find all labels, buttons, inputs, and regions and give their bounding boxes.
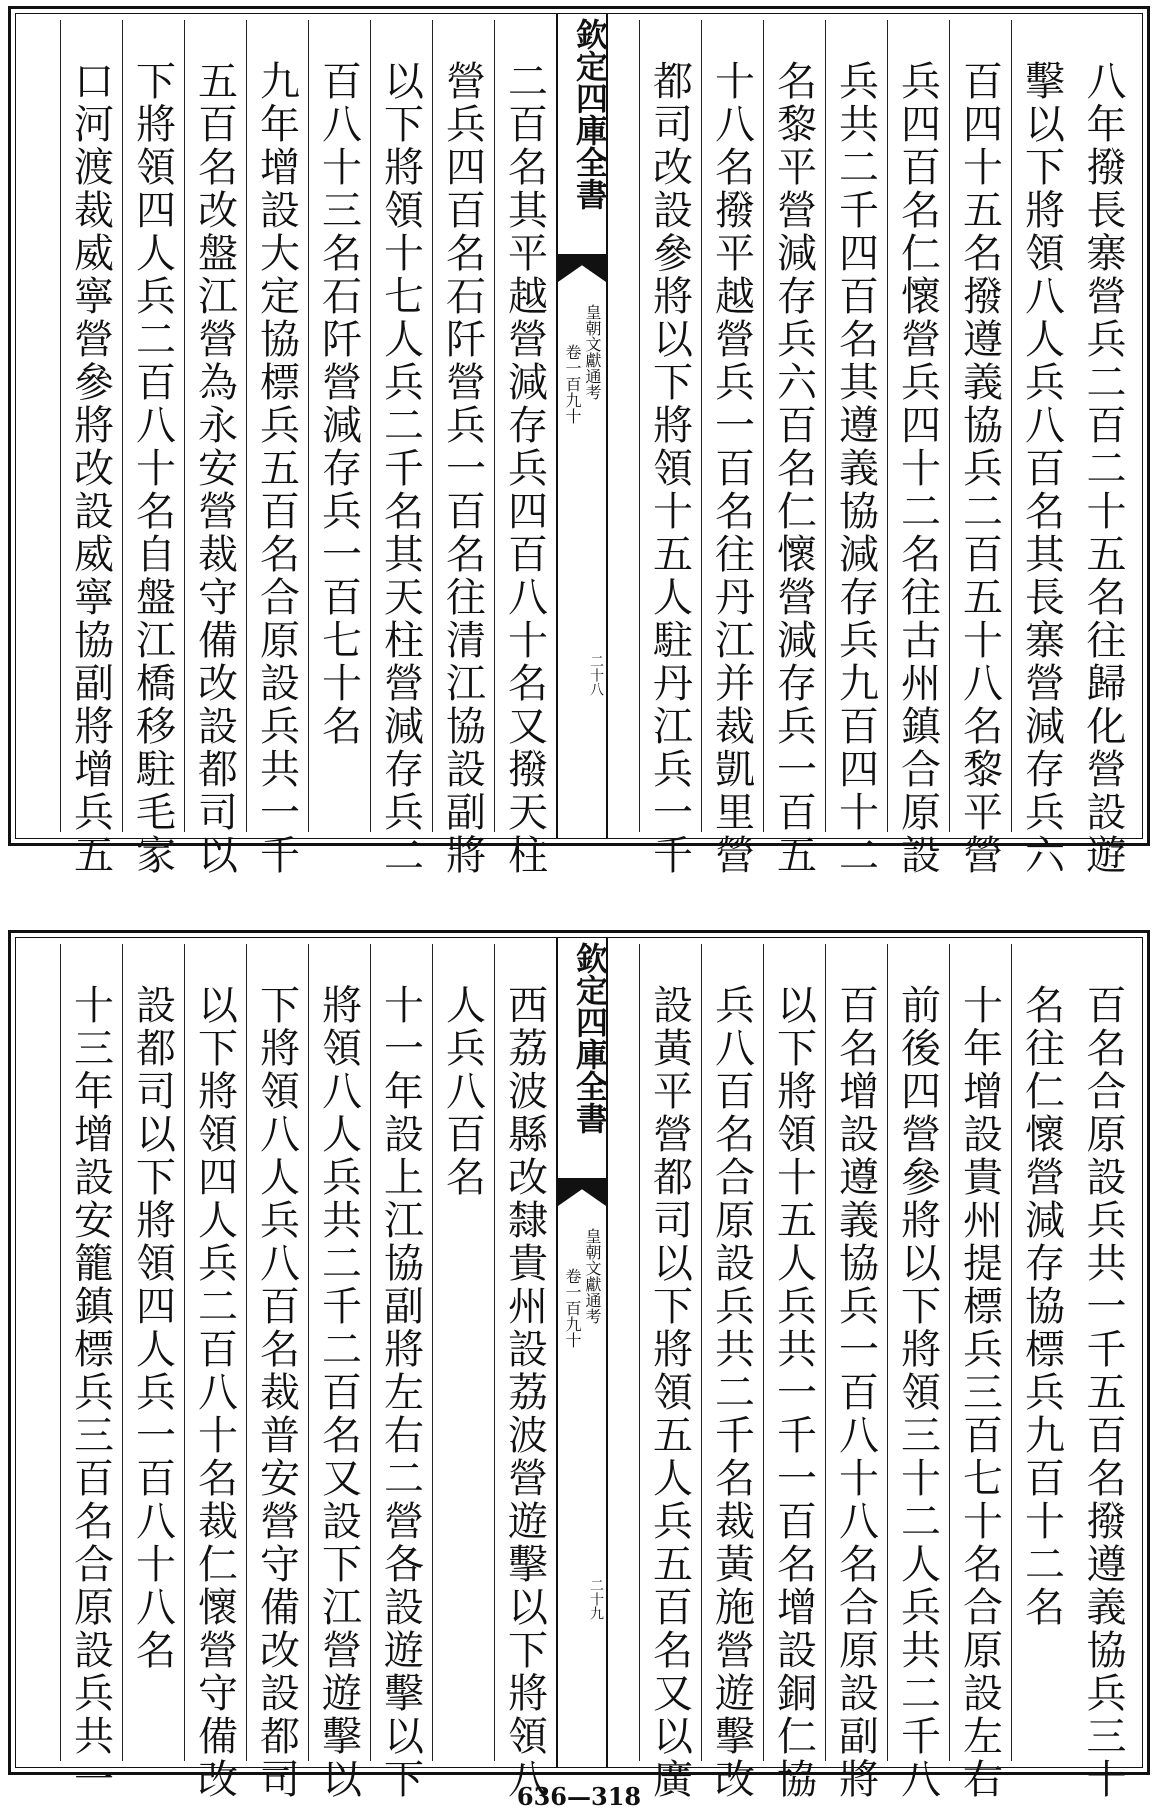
text-column: [184, 20, 244, 877]
text-column: [1011, 944, 1071, 1761]
text-column: [308, 944, 368, 1801]
spine-volume: 卷一百九十: [563, 344, 582, 424]
column-text: 十八名撥平越營兵一百名往丹江并裁凱里營: [708, 60, 755, 877]
column-text: 以下將領十七人兵二千名其天柱營減存兵二: [377, 60, 424, 877]
text-column: [246, 20, 306, 877]
column-text: 擊以下將領八人兵八百名其長寨營減存兵六: [1018, 60, 1065, 877]
column-text: 以下將領四人兵二百八十名裁仁懷營守備改: [191, 984, 238, 1801]
column-text: 五百名改盤江營為永安營裁守備改設都司以: [191, 60, 238, 877]
text-column: [825, 20, 885, 877]
spine-book-title: 皇朝文獻通考: [583, 1228, 602, 1324]
column-text: 營兵四百名石阡營兵一百名往清江協設副將: [439, 60, 486, 877]
column-text: 十一年設上江協副將左右二營各設遊擊以下: [377, 984, 424, 1801]
text-column: [370, 944, 430, 1801]
text-column: [1073, 20, 1133, 877]
column-text: 兵四百名仁懷營兵四十二名往古州鎮合原設: [894, 60, 941, 877]
center-spine: [556, 14, 608, 838]
column-text: 十三年增設安籠鎮標兵三百名合原設兵共一: [67, 984, 114, 1801]
column-text: 八年撥長寨營兵二百二十五名往歸化營設遊: [1080, 60, 1126, 877]
column-text: 兵八百名合原設兵共二千名裁黃施營遊擊改: [708, 984, 755, 1801]
text-column: [887, 20, 947, 877]
column-text: 將領八人兵共二千二百名又設下江營遊擊以: [315, 984, 362, 1801]
text-column: [1073, 944, 1133, 1801]
text-column: [949, 20, 1009, 877]
text-column: [763, 944, 823, 1801]
text-column: [60, 944, 120, 1801]
column-text: 下將領八人兵八百名裁普安營守備改設都司: [253, 984, 300, 1801]
text-column: [639, 944, 699, 1801]
text-column: [1011, 20, 1071, 877]
text-column: [122, 944, 182, 1761]
column-text: 人兵八百名: [439, 984, 486, 1199]
text-column: [60, 20, 120, 877]
column-text: 前後四營參將以下將領三十二人兵共二千八: [894, 984, 941, 1801]
column-text: 兵共二千四百名其遵義協減存兵九百四十二: [832, 60, 879, 877]
page-footer-number: 636—318: [516, 1782, 642, 1811]
spine-page-number: 二十九: [588, 1578, 604, 1620]
column-text: 西荔波縣改隸貴州設荔波營遊擊以下將領八: [501, 984, 548, 1801]
text-column: [246, 944, 306, 1801]
column-text: 百名合原設兵共一千五百名撥遵義協兵三十: [1080, 984, 1126, 1801]
center-spine: [556, 938, 608, 1767]
column-text: 口河渡裁威寧營參將改設威寧協副將增兵五: [67, 60, 114, 877]
column-text: 名往仁懷營減存協標兵九百十二名: [1018, 984, 1065, 1629]
text-column: [308, 20, 368, 832]
column-text: 設黃平營都司以下將領五人兵五百名又以廣: [646, 984, 693, 1801]
text-column: [432, 20, 492, 877]
text-column: [887, 944, 947, 1801]
spine-book-title: 皇朝文獻通考: [583, 304, 602, 400]
top-page: [8, 6, 1150, 877]
spine-title: 欽定四庫全書: [571, 942, 609, 1134]
text-column: [949, 944, 1009, 1801]
spine-page-number: 二十八: [588, 654, 604, 696]
column-text: 九年增設大定協標兵五百名合原設兵共一千: [253, 60, 300, 877]
text-column: [370, 20, 430, 877]
column-text: 十年增設貴州提標兵三百七十名合原設左右: [956, 984, 1003, 1801]
text-column: [763, 20, 823, 877]
text-column: [494, 20, 554, 877]
column-text: 設都司以下將領四人兵一百八十八名: [129, 984, 176, 1672]
text-column: [432, 944, 492, 1761]
column-text: 以下將領十五人兵共一千一百名增設銅仁協: [770, 984, 817, 1801]
text-column: [494, 944, 554, 1801]
text-column: [639, 20, 699, 877]
text-column: [825, 944, 885, 1801]
spine-volume: 卷一百九十: [563, 1268, 582, 1348]
text-column: [184, 944, 244, 1801]
column-text: 名黎平營減存兵六百名仁懷營減存兵一百五: [770, 60, 817, 877]
spine-title: 欽定四庫全書: [571, 18, 609, 210]
column-text: 都司改設參將以下將領十五人駐丹江兵一千: [646, 60, 693, 877]
fish-tail-mark: [558, 1178, 606, 1206]
column-text: 百四十五名撥遵義協兵二百五十八名黎平營: [956, 60, 1003, 877]
column-text: 下將領四人兵二百八十名自盤江橋移駐毛家: [129, 60, 176, 877]
column-text: 百八十三名石阡營減存兵一百七十名: [315, 60, 362, 748]
fish-tail-mark: [558, 254, 606, 282]
text-column: [701, 944, 761, 1801]
text-column: [701, 20, 761, 877]
text-column: [122, 20, 182, 877]
column-text: 二百名其平越營減存兵四百八十名又撥天柱: [501, 60, 548, 877]
column-text: 百名增設遵義協兵一百八十八名合原設副將: [832, 984, 879, 1801]
